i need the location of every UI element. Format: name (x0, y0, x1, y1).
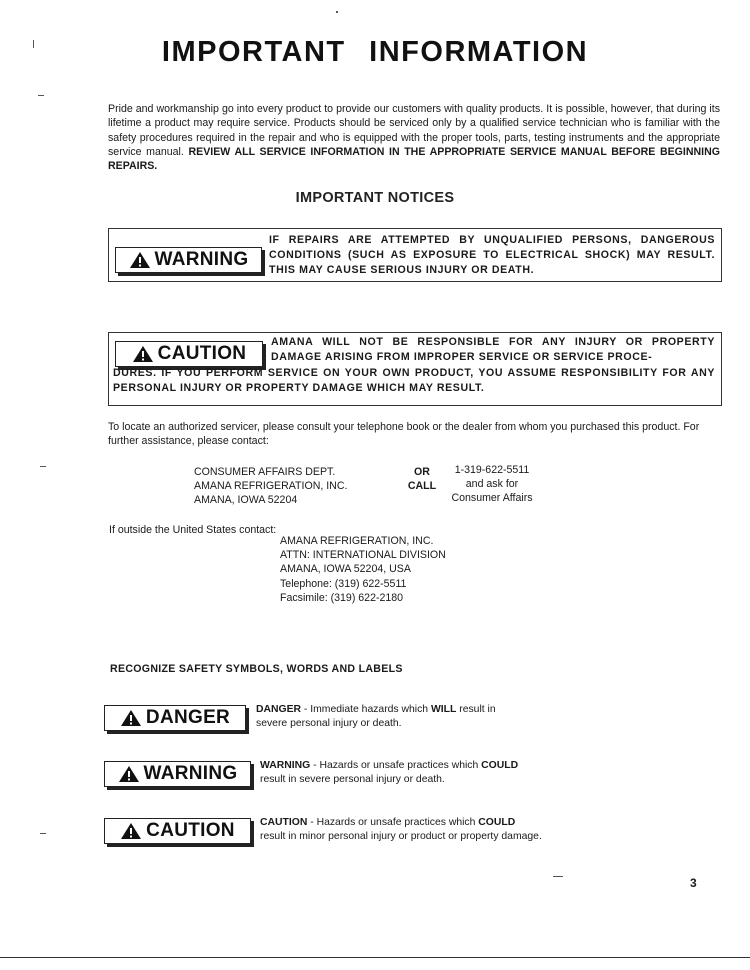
intro-bold: REVIEW ALL SERVICE INFORMATION IN THE APPROPRIATE SERVICE MANUAL BEFORE BEGINNING REPAIRS. (108, 145, 720, 173)
warning-sep: - Hazards or unsafe practices which (310, 760, 482, 771)
international-address (280, 534, 580, 605)
consumer-affairs-address (194, 465, 394, 508)
warning-symbol-badge (104, 761, 251, 787)
or-label: OR (414, 466, 430, 478)
danger-term: DANGER (256, 704, 302, 715)
warning-triangle-icon (118, 765, 140, 783)
caution-description (260, 816, 720, 844)
symbol-row-danger (104, 703, 724, 739)
caution-sep: - Hazards or unsafe practices which (307, 817, 479, 828)
warning-emph: COULD (481, 760, 519, 771)
caution-badge-label: CAUTION (157, 343, 247, 364)
warning-triangle-icon (132, 345, 154, 363)
intl-line: AMANA REFRIGERATION, INC. (280, 535, 434, 547)
danger-rest: result in (456, 704, 496, 715)
symbol-row-warning (104, 759, 724, 795)
warning-notice (108, 228, 722, 282)
scan-speck (33, 40, 34, 48)
intl-line: Telephone: (319) 622-5511 (280, 577, 407, 590)
warning-description (260, 759, 720, 787)
caution-symbol-badge (104, 818, 251, 844)
warning-badge-label: WARNING (154, 249, 249, 270)
address-line: AMANA REFRIGERATION, INC. (194, 480, 348, 493)
scan-speck (38, 95, 44, 96)
intl-line: AMANA, IOWA 52204, USA (280, 563, 411, 576)
caution-line2: result in minor personal injury or product or property damage. (260, 831, 542, 842)
address-line: AMANA, IOWA 52204 (194, 494, 298, 507)
caution-symbol-label: CAUTION (146, 820, 235, 841)
scan-speck (553, 876, 563, 877)
phone-line: and ask for (465, 478, 519, 491)
warning-triangle-icon (129, 251, 151, 269)
bottom-rule (0, 957, 750, 958)
call-label: CALL (407, 480, 437, 493)
warning-symbol-label: WARNING (143, 763, 238, 784)
outside-label: If outside the United States contact: (109, 524, 277, 536)
intro-text: Pride and workmanship go into every product to provide our customers with quality products. It is possible, however, that during its lifetime a product may require service. Products should be serviced only by a qualified service technician who is familiar with the safety procedures required in the repair and who is equipped with the proper tools, parts, testing instruments and the appropriate service manual. (108, 103, 720, 158)
warning-badge (115, 247, 262, 273)
caution-notice-text-side: AMANA WILL NOT BE RESPONSIBLE FOR ANY INJURY OR PROPERTY DAMAGE ARISING FROM IMPROPER SERVICE OR SERVICE PROCE- (271, 336, 715, 363)
address-line: CONSUMER AFFAIRS DEPT. (194, 466, 336, 478)
intro-paragraph (108, 102, 720, 173)
caution-emph: COULD (478, 817, 516, 828)
safety-heading: RECOGNIZE SAFETY SYMBOLS, WORDS AND LABELS (110, 663, 403, 675)
danger-line2: severe personal injury or death. (256, 718, 402, 729)
scan-speck (40, 833, 46, 834)
danger-sep: - Immediate hazards which (301, 704, 431, 715)
phone-number: 1-319-622-5511 (454, 464, 530, 476)
caution-term: CAUTION (260, 817, 308, 828)
page-number: 3 (690, 876, 697, 890)
symbol-row-caution (104, 816, 724, 852)
danger-badge (104, 705, 246, 731)
intl-line: ATTN: INTERNATIONAL DIVISION (280, 549, 446, 562)
caution-notice (108, 332, 722, 406)
page-title: IMPORTANT INFORMATION (161, 36, 589, 68)
intl-line: Facsimile: (319) 622-2180 (280, 591, 404, 604)
danger-description (256, 703, 716, 731)
locate-text: To locate an authorized servicer, please consult your telephone book or the dealer from whom you purchased this product. For further assistance, please contact: (108, 421, 700, 447)
notices-heading: IMPORTANT NOTICES (295, 190, 455, 206)
scan-speck (336, 11, 338, 13)
phone-block (432, 463, 552, 506)
warning-line2: result in severe personal injury or death. (260, 774, 445, 785)
danger-badge-label: DANGER (145, 707, 231, 728)
scan-speck (40, 466, 46, 467)
warning-triangle-icon (120, 822, 142, 840)
caution-notice-text-full: DURES. IF YOU PERFORM SERVICE ON YOUR OWN PRODUCT, YOU ASSUME RESPONSIBILITY FOR ANY PERSONAL INJURY OR PROPERTY DAMAGE WHICH MAY RESULT. (113, 367, 715, 394)
phone-line: Consumer Affairs (451, 492, 533, 505)
warning-term: WARNING (260, 760, 311, 771)
caution-badge (115, 341, 263, 367)
warning-triangle-icon (120, 709, 142, 727)
danger-emph: WILL (430, 704, 457, 715)
warning-notice-text: IF REPAIRS ARE ATTEMPTED BY UNQUALIFIED PERSONS, DANGEROUS CONDITIONS (SUCH AS EXPOSURE TO ELECTRICAL SHOCK) MAY RESULT. THIS MAY CAUSE SERIOUS INJURY OR DEATH. (269, 234, 715, 276)
